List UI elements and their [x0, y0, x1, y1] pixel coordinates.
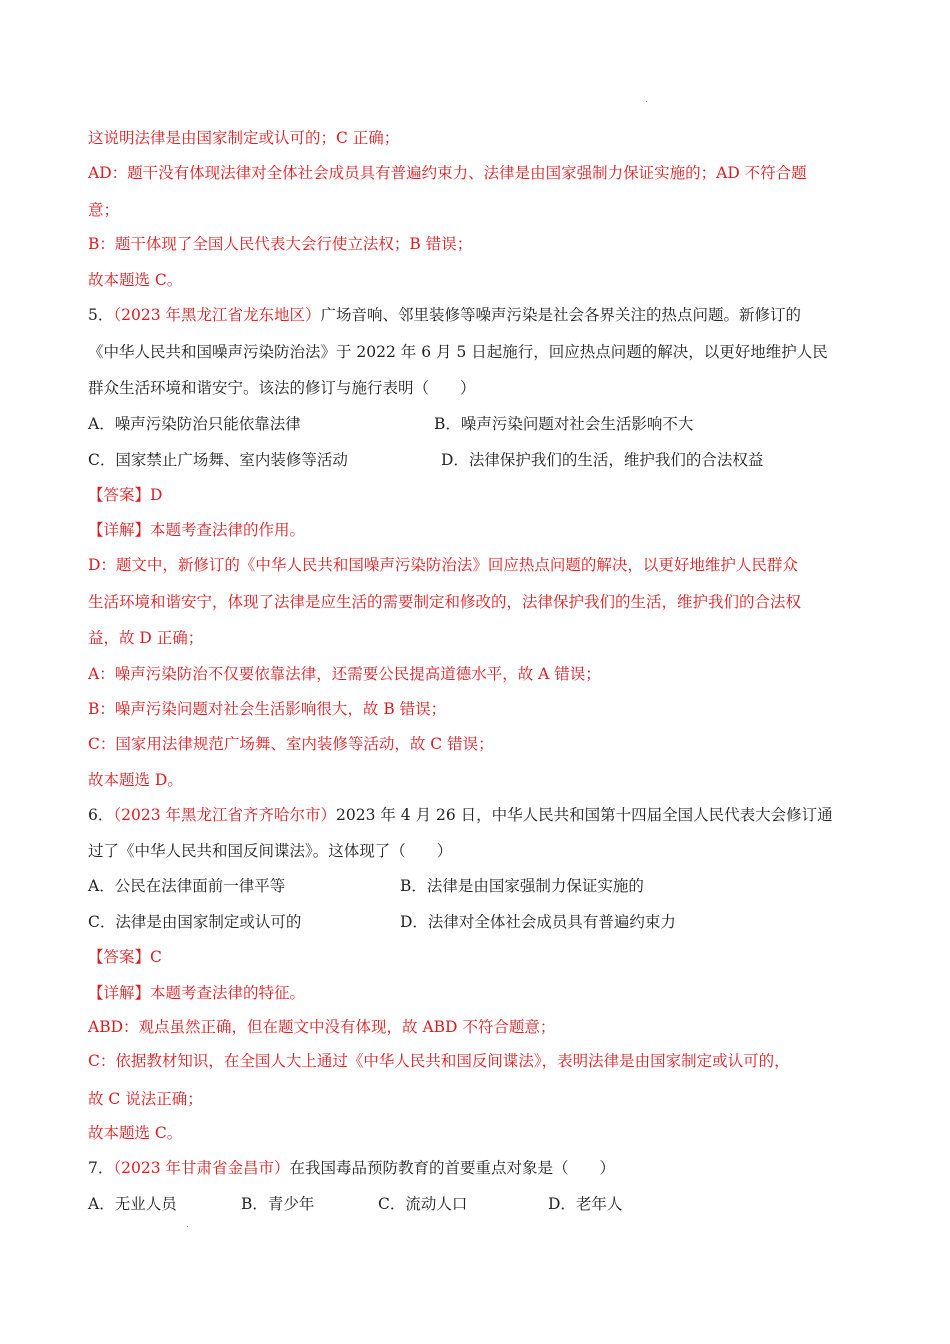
- q6-answer: [88, 947, 162, 967]
- q5-stem-line-1: [88, 305, 801, 325]
- q6-stem-text: 2023 年 4 月 26 日，中华人民共和国第十四届全国人民代表大会修订通: [336, 806, 833, 824]
- q6-stem-line-2: 过了《中华人民共和国反间谍法》。这体现了（ ）: [88, 842, 453, 860]
- q5-stem-text: 广场音响、邻里装修等噪声污染是社会各界关注的热点问题。新修订的: [320, 306, 802, 324]
- q4-explanation-line-2: AD：题干没有体现法律对全体社会成员具有普遍约束力、法律是由国家强制力保证实施的；AD 不符合题: [88, 164, 807, 182]
- q5-number: 5．: [88, 306, 114, 324]
- page-mark: [646, 101, 647, 102]
- q7-option-d: D．老年人: [548, 1195, 623, 1213]
- q5-stem-line-2: 《中华人民共和国噪声污染防治法》于 2022 年 6 月 5 日起施行，回应热点问题的解决，以更好地维护人民: [88, 343, 828, 361]
- q7-option-b: B．青少年: [241, 1195, 315, 1213]
- q6-detail: [88, 983, 305, 1003]
- q7-stem-text: 在我国毒品预防教育的首要重点对象是（ ）: [289, 1159, 616, 1177]
- q6-answer-tag: 【答案】: [88, 948, 151, 966]
- q5-option-b: B．噪声污染问题对社会生活影响不大: [434, 415, 694, 433]
- q6-detail-text: 本题考查法律的特征。: [150, 984, 306, 1002]
- q5-source: （2023 年黑龙江省龙东地区）: [113, 306, 321, 324]
- q5-explanation-line-4: A：噪声污染防治不仅要依靠法律，还需要公民提高道德水平，故 A 错误；: [88, 665, 601, 683]
- q5-stem-line-3: 群众生活环境和谐安宁。该法的修订与施行表明（ ）: [88, 379, 476, 397]
- q6-explanation-line-3: 故 C 说法正确；: [88, 1090, 203, 1108]
- q5-option-a: A．噪声污染防治只能依靠法律: [88, 415, 301, 433]
- q5-explanation-line-1: D：题文中，新修订的《中华人民共和国噪声污染防治法》回应热点问题的解决，以更好地维护人民群众: [88, 556, 798, 574]
- q7-option-c: C．流动人口: [378, 1195, 468, 1213]
- q5-answer: [88, 485, 162, 505]
- q4-explanation-line-4: B：题干体现了全国人民代表大会行使立法权；B 错误；: [88, 235, 473, 253]
- q7-source: （2023 年甘肃省金昌市）: [113, 1159, 290, 1177]
- q6-conclusion: 故本题选 C。: [88, 1124, 183, 1142]
- q6-stem-line-1: [88, 805, 833, 825]
- q6-source: （2023 年黑龙江省齐齐哈尔市）: [113, 806, 336, 824]
- q5-detail-text: 本题考查法律的作用。: [150, 521, 306, 539]
- q4-conclusion: 故本题选 C。: [88, 271, 183, 289]
- q7-number: 7．: [88, 1159, 114, 1177]
- q6-option-a: A．公民在法律面前一律平等: [88, 877, 286, 895]
- q6-option-b: B．法律是由国家强制力保证实施的: [400, 877, 644, 895]
- page-mark: [187, 1226, 188, 1227]
- q5-explanation-line-5: B：噪声污染问题对社会生活影响很大，故 B 错误；: [88, 700, 447, 718]
- q5-option-d: D．法律保护我们的生活，维护我们的合法权益: [441, 451, 764, 469]
- q7-stem-line-1: [88, 1158, 615, 1178]
- q5-detail: [88, 520, 305, 540]
- q5-answer-tag: 【答案】: [88, 486, 151, 504]
- q5-option-c: C．国家禁止广场舞、室内装修等活动: [88, 451, 348, 469]
- q5-detail-tag: 【详解】: [88, 521, 151, 539]
- q5-explanation-line-6: C：国家用法律规范广场舞、室内装修等活动，故 C 错误；: [88, 735, 494, 753]
- q6-option-d: D．法律对全体社会成员具有普遍约束力: [400, 913, 676, 931]
- q4-explanation-line-3: 意；: [88, 201, 120, 219]
- q6-detail-tag: 【详解】: [88, 984, 151, 1002]
- q5-conclusion: 故本题选 D。: [88, 771, 183, 789]
- q5-answer-value: D: [150, 486, 163, 504]
- q6-explanation-line-2: C：依据教材知识，在全国人大上通过《中华人民共和国反间谍法》，表明法律是由国家制定或认可的，: [88, 1052, 790, 1070]
- q6-number: 6．: [88, 806, 114, 824]
- q5-explanation-line-3: 益，故 D 正确；: [88, 629, 204, 647]
- q6-explanation-line-1: ABD：观点虽然正确，但在题文中没有体现，故 ABD 不符合题意；: [88, 1018, 556, 1036]
- q5-explanation-line-2: 生活环境和谐安宁，体现了法律是应生活的需要制定和修改的，法律保护我们的生活，维护我们的合法权: [88, 593, 802, 611]
- q6-option-c: C．法律是由国家制定或认可的: [88, 913, 302, 931]
- q4-explanation-line-1: 这说明法律是由国家制定或认可的；C 正确；: [88, 129, 400, 147]
- q7-option-a: A．无业人员: [88, 1195, 177, 1213]
- q6-answer-value: C: [150, 948, 162, 966]
